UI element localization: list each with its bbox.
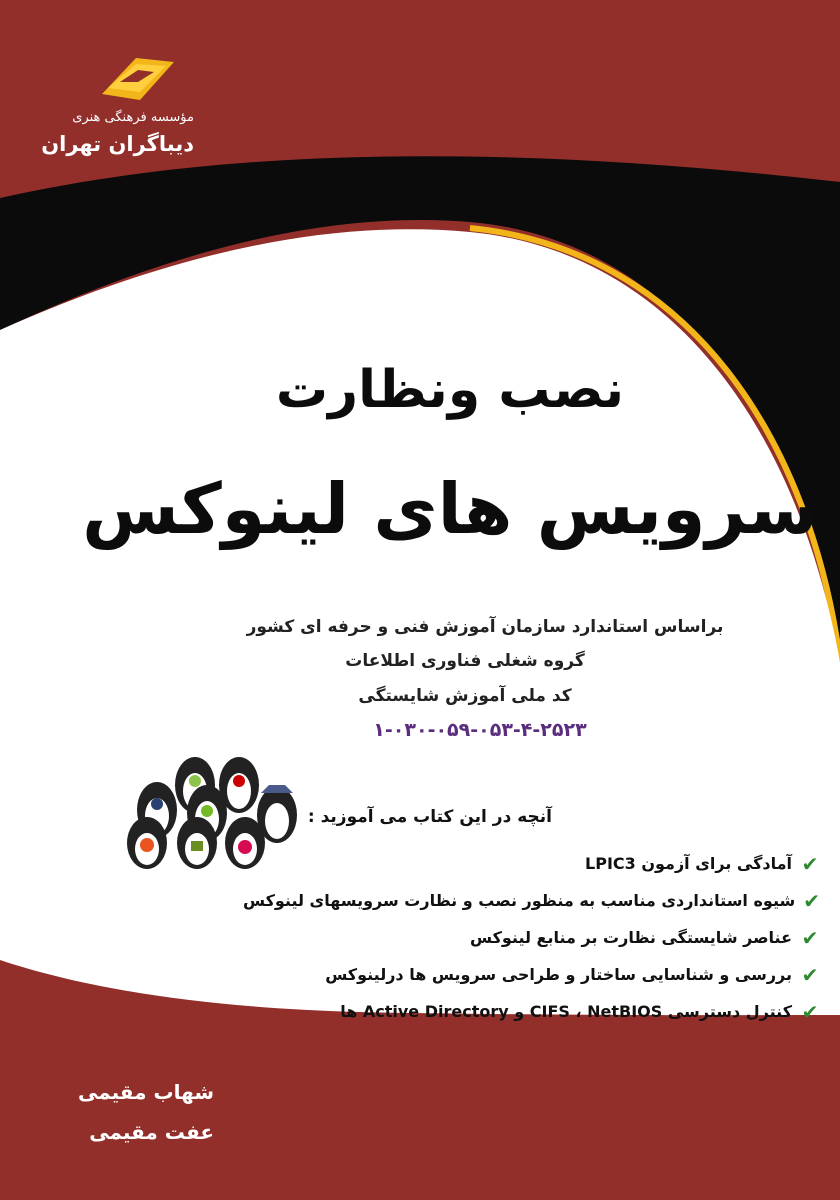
check-icon: ✔ [801, 851, 819, 876]
author-name: عفت مقیمی [89, 1120, 214, 1144]
author-name: شهاب مقیمی [77, 1080, 214, 1104]
book-title-line2: سرویس های لینوکس [82, 468, 818, 550]
learn-list [242, 845, 820, 1030]
linux-penguins-icon [125, 745, 325, 870]
list-item-text: عناصر شایستگی نظارت بر منابع لینوکس [469, 928, 792, 947]
authors [74, 1072, 214, 1152]
list-item-text: بررسی و شناسایی ساختار و طراحی سرویس ها درلینوکس [325, 965, 792, 984]
competency-code: ۱-۰۳۰-۰۵۹-۰۵۳-۴-۲۵۲۳ [373, 719, 587, 741]
list-item [300, 956, 820, 993]
list-item-text: آمادگی برای آزمون LPIC3 [585, 854, 792, 873]
list-item-text: کنترل دسترسی CIFS ، NetBIOS و Active Directory ها [340, 1002, 792, 1021]
list-item [242, 882, 820, 919]
learn-heading: آنچه در این کتاب می آموزید : [307, 807, 552, 827]
publisher-name: دیباگران تهران [41, 132, 194, 156]
book-wedge-logo-icon [96, 52, 176, 104]
list-item [300, 993, 820, 1030]
check-icon: ✔ [803, 888, 820, 913]
list-item [300, 919, 820, 956]
check-icon: ✔ [801, 962, 819, 987]
penguin-group [127, 757, 297, 869]
book-title-line1: نصب ونظارت [275, 360, 625, 420]
standard-line2: گروه شغلی فناوری اطلاعات [345, 651, 585, 671]
standard-line1: براساس استاندارد سازمان آموزش فنی و حرفه ای کشور [246, 617, 724, 637]
standard-line3: کد ملی آموزش شایستگی [358, 686, 572, 706]
check-icon: ✔ [801, 925, 819, 950]
check-icon: ✔ [801, 999, 819, 1024]
list-item-text: شیوه استانداردی مناسب به منظور نصب و نظارت سرویسهای لینوکس [242, 891, 796, 910]
publisher-subtitle: مؤسسه فرهنگی هنری [72, 110, 194, 125]
list-item [300, 845, 820, 882]
